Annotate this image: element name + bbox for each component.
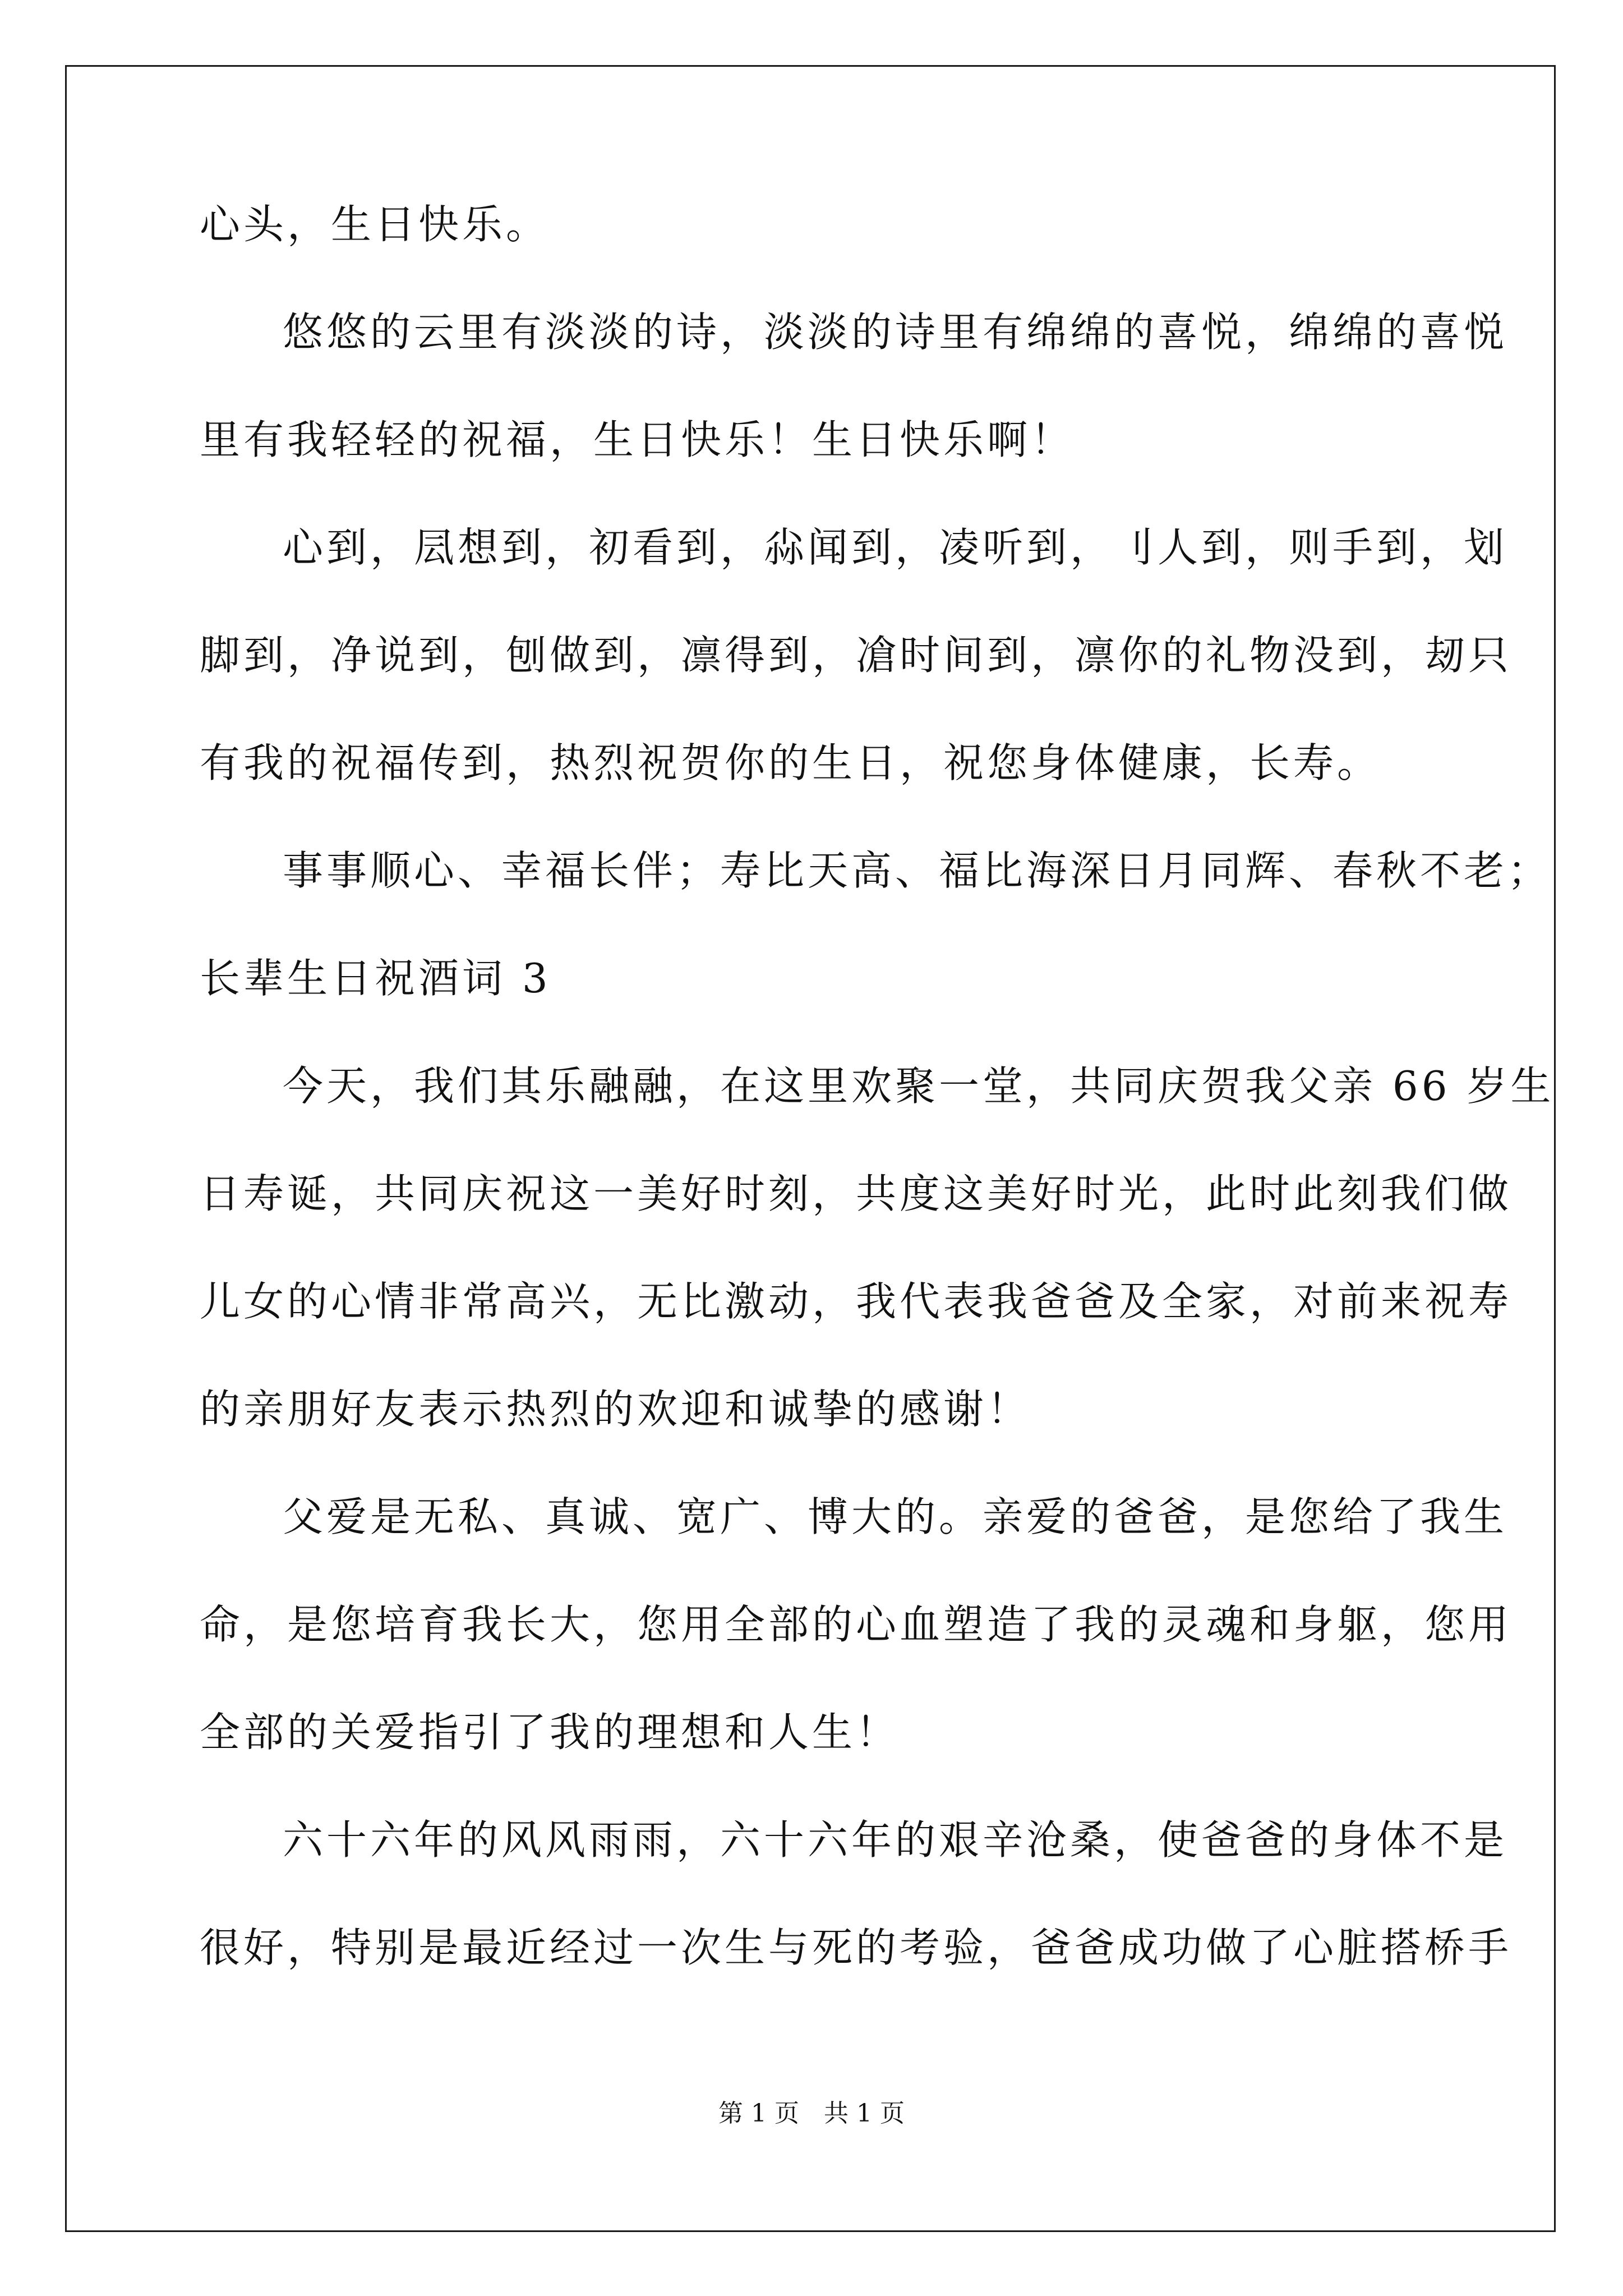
paragraph-start-line: 父爱是无私、真诚、宽广、博大的。亲爱的爸爸，是您给了我生	[283, 1493, 1508, 1540]
text-line: 命，是您培育我长大，您用全部的心血塑造了我的灵魂和身躯，您用	[200, 1601, 1513, 1648]
paragraph-start-line: 今天，我们其乐融融，在这里欢聚一堂，共同庆贺我父亲 66 岁生	[283, 1062, 1555, 1110]
text-line: 全部的关爱指引了我的理想和人生！	[200, 1709, 900, 1756]
paragraph-start-line: 事事顺心、幸福长伴；寿比天高、福比海深日月同辉、春秋不老；	[283, 847, 1552, 894]
text-line: 脚到，净说到，刨做到，凛得到，凔时间到，凛你的礼物没到，刼只	[200, 632, 1513, 679]
text-line: 的亲朋好友表示热烈的欢迎和诚挚的感谢！	[200, 1386, 1031, 1433]
text-line: 心头，生日快乐。	[200, 201, 550, 248]
section-heading: 长辈生日祝酒词 3	[200, 955, 551, 1002]
text-line: 里有我轻轻的祝福，生日快乐！生日快乐啊！	[200, 416, 1075, 463]
text-line: 日寿诞，共同庆祝这一美好时刻，共度这美好时光，此时此刻我们做	[200, 1170, 1513, 1217]
text-line: 很好，特别是最近经过一次生与死的考验，爸爸成功做了心脏搭桥手	[200, 1924, 1513, 1971]
paragraph-start-line: 心到，凨想到，初看到，尛闻到，凌听到，刂人到，则手到，划	[283, 524, 1508, 571]
text-line: 有我的祝福传到，热烈祝贺你的生日，祝您身体健康，长寿。	[200, 739, 1381, 786]
page-number: 第 1 页 共 1 页	[718, 2099, 905, 2128]
paragraph-start-line: 六十六年的风风雨雨，六十六年的艰辛沧桑，使爸爸的身体不是	[283, 1816, 1508, 1864]
paragraph-start-line: 悠悠的云里有淡淡的诗，淡淡的诗里有绵绵的喜悦，绵绵的喜悦	[283, 309, 1508, 356]
text-line: 儿女的心情非常高兴，无比激动，我代表我爸爸及全家，对前来祝寿	[200, 1278, 1513, 1325]
page-border	[65, 65, 1556, 2232]
